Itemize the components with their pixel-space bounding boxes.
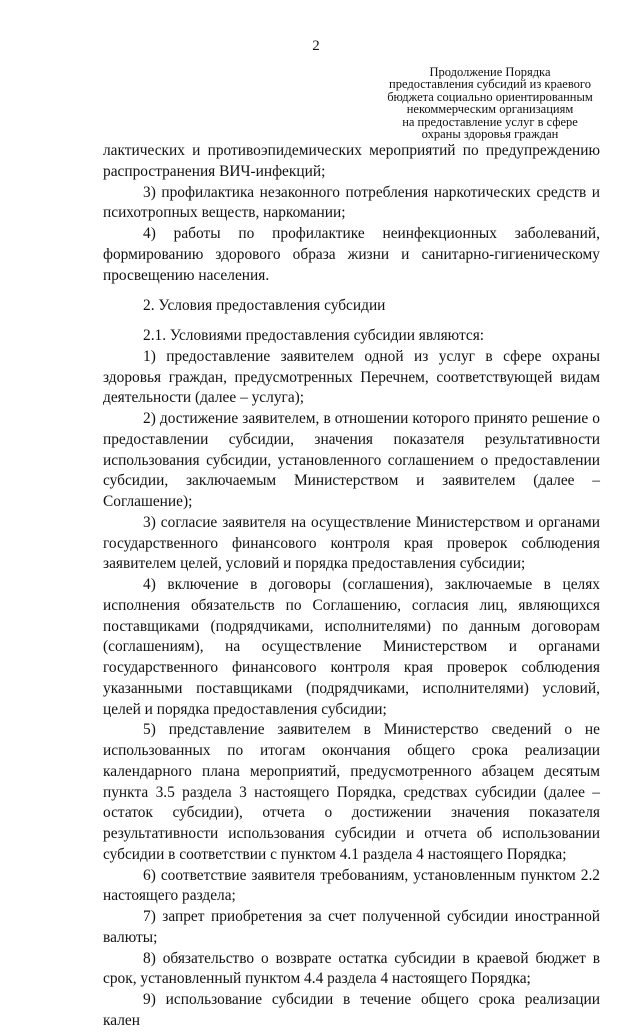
condition-item-6: 6) соответствие заявителя требованиям, установленным пунктом 2.2 настоящего раздела;: [103, 866, 600, 905]
header-line: бюджета социально ориентированным: [387, 89, 593, 104]
condition-item-3: 3) согласие заявителя на осуществление Министерством и органами государственного финансового контроля края проверок соблюдения заявителем целей, условий и порядка предоставления субсидии;: [103, 513, 600, 573]
header-line: предоставления субсидий из краевого: [389, 77, 591, 92]
condition-item-1: 1) предоставление заявителем одной из услуг в сфере охраны здоровья граждан, предусмотренных Перечнем, соответствующей видам деятельности (далее – услуга);: [103, 347, 600, 407]
condition-item-5: 5) представление заявителем в Министерство сведений о не использованных по итогам окончания общего срока реализации календарного плана мероприятий, предусмотренного абзацем десятым пункта 3.5 раздела 3 настоящего Порядка, средствах субсидии (далее – остаток субсидии), отчета о достижении значения показателя результативности использования субсидии и отчета об использовании субсидии в соответствии с пунктом 4.1 раздела 4 настоящего Порядка;: [103, 721, 600, 863]
section-heading: 2. Условия предоставления субсидии: [143, 297, 386, 315]
header-line: некоммерческим организациям: [406, 102, 574, 117]
header-line: на предоставление услуг в сфере: [402, 114, 578, 129]
document-header: [380, 66, 600, 140]
header-line: Продолжение Порядка: [429, 65, 551, 79]
condition-item-2: 2) достижение заявителем, в отношении которого принято решение о предоставлении субсидии, значения показателя результативности использования субсидии, установленного соглашением о предоставлении субсидии, заключаемым Министерством и заявителем (далее – Соглашение);: [103, 410, 600, 510]
paragraph-item-4: 4) работы по профилактике неинфекционных заболеваний, формированию здорового образа жизни и санитарно-гигиеническому просвещению населения.: [103, 225, 600, 284]
document-body: [103, 141, 600, 1032]
paragraph-continuation: лактических и противоэпидемических мероприятий по предупреждению распространения ВИЧ-инфекций;: [103, 142, 600, 180]
condition-item-9: 9) использование субсидии в течение общего срока реализации кален: [103, 991, 600, 1029]
page-number: 2: [312, 38, 320, 54]
condition-item-7: 7) запрет приобретения за счет полученной субсидии иностранной валюты;: [103, 908, 600, 946]
condition-item-4: 4) включение в договоры (соглашения), заключаемые в целях исполнения обязательств по Соглашению, согласия лиц, являющихся поставщиками (подрядчиками, исполнителями) по данным договорам (соглашениям), на осуществление Министерством и органами государственного финансового контроля края проверок соблюдения указанными поставщиками (подрядчиками, исполнителями) условий, целей и порядка предоставления субсидии;: [103, 576, 600, 718]
paragraph-item-3: 3) профилактика незаконного потребления наркотических средств и психотропных веществ, наркомании;: [103, 183, 600, 222]
paragraph-2-1: 2.1. Условиями предоставления субсидии являются:: [143, 327, 485, 344]
condition-item-8: 8) обязательство о возврате остатка субсидии в краевой бюджет в срок, установленный пунктом 4.4 раздела 4 настоящего Порядка;: [103, 949, 600, 988]
header-line: охраны здоровья граждан: [421, 127, 559, 142]
